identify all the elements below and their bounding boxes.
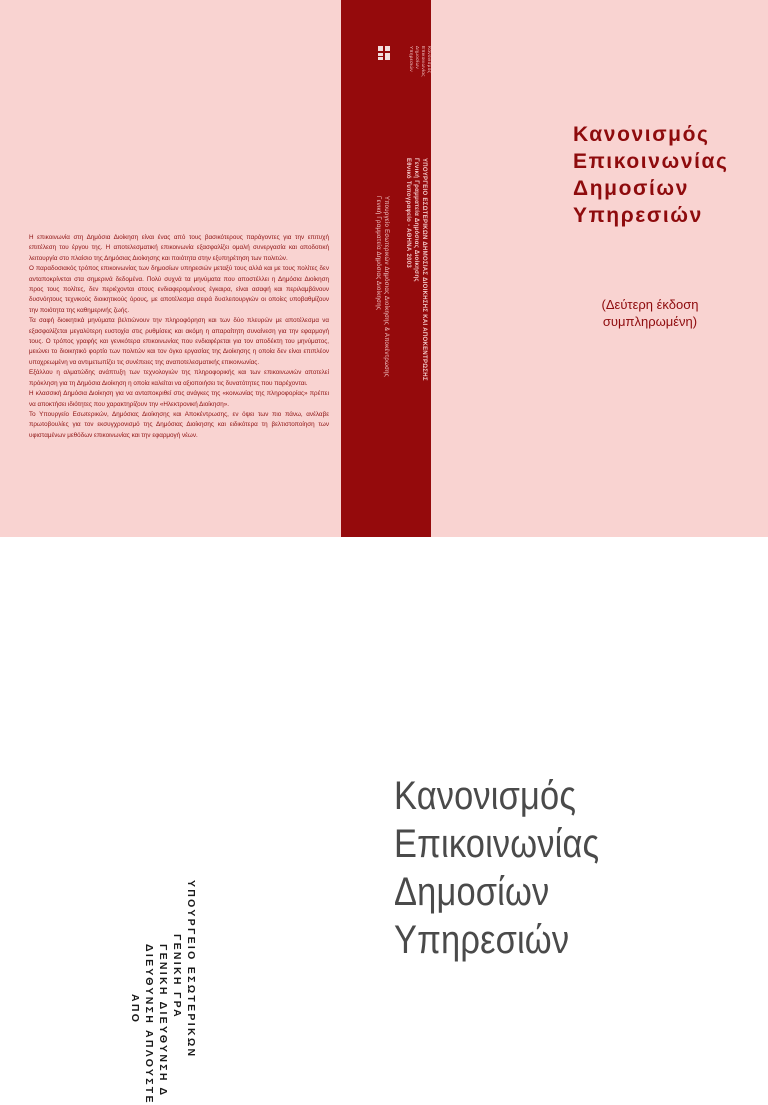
- back-paragraph-3: Τα σαφή διοικητικά μηνύματα βελτιώνουν την πληροφόρηση και των δύο πλευρών με αποτέλεσμα να εξασφαλίζεται μεγαλύτερη ευστοχία στις ρυθμίσεις και ακόμη η απαραίτητη συναίνεση για την εφαρμογή τους. Ο τρόπος γραφής και γενικότερα επικοινωνίας που ενδιαφέρεται για τον αποδέκτη του μηνύματος, μειώνει το διοικητικό φορτίο των πολιτών και τον όγκο εργασίας της Διοίκησης η οποία δεν είναι επιπλέον υποχρεωμένη να αντιμετωπίζει τις συνέπειες της αναποτελεσματικής επικοινωνίας.: [29, 317, 329, 366]
- spine-line-1: ΥΠΟΥΡΓΕΙΟ ΕΣΩΤΕΡΙΚΩΝ ΔΗΜΟΣΙΑΣ ΔΙΟΙΚΗΣΗΣ ΚΑΙ ΑΠΟΚΕΝΤΡΩΣΗΣ: [421, 158, 427, 381]
- cover-title-line-4: Υπηρεσιών: [573, 204, 703, 227]
- cover-title-line-1: Κανονισμός: [573, 123, 710, 146]
- spine-top-line-3: Δημοσίων: [415, 46, 420, 69]
- spine-top-title: [408, 46, 432, 77]
- spine-line-2: Γενική Γραμματεία Δημόσιας Διοίκησης: [413, 158, 419, 282]
- cover-subtitle-line-1: (Δεύτερη έκδοση: [601, 297, 699, 312]
- back-paragraph-1: Η επικοινωνία στη Δημόσια Διοίκηση είναι ένας από τους βασικότερους παράγοντες για την επιτυχή επιτέλεση του έργου της. Η αποτελεσματική επικοινωνία εξασφαλίζει ομαλή συνεργασία και αποδοτική λειτουργία στο πλαίσιο της Δημόσιας Διοίκησης και ποιότητα στην εξυπηρέτηση των πολιτών.: [29, 234, 329, 262]
- inner-spine-line-1: ΥΠΟΥΡΓΕΙΟ ΕΣΩΤΕΡΙΚΩΝ: [185, 880, 197, 1059]
- back-paragraph-5: Η κλασσική Δημόσια Διοίκηση για να ανταποκριθεί στις ανάγκες της «κοινωνίας της πληροφορίας» πρέπει να αποκτήσει ιδιότητες που χαρακτηρίζουν την «Ηλεκτρονική Διοίκηση».: [29, 390, 329, 408]
- spine-line-5: Γενική Γραμματεία Δημόσιας Διοίκησης: [375, 196, 381, 311]
- cover-title-line-2: Επικοινωνίας: [573, 150, 729, 173]
- spine-top-line-1: Κανονισμός: [427, 46, 432, 74]
- spine-publisher: [404, 158, 428, 381]
- inner-spine-line-5: ΑΠΟ: [129, 994, 141, 1025]
- book-cover: [0, 0, 768, 537]
- inner-title-line-2: Επικοινωνίας: [394, 822, 600, 866]
- spine-line-3: Εθνικό Τυπογραφείο - ΑΘΗΝΑ 2003: [405, 158, 411, 269]
- spine-logo-icon: [378, 46, 390, 60]
- inner-title-line-3: Δημοσίων: [394, 870, 550, 914]
- inner-spine-text: [128, 880, 198, 1105]
- inner-title: [394, 772, 599, 964]
- spine-line-4: Υπουργείο Εσωτερικών Δημόσιας Διοίκησης & Αποκέντρωσης: [383, 196, 389, 377]
- back-paragraph-6: Το Υπουργείο Εσωτερικών, Δημόσιας Διοίκησης και Αποκέντρωσης, εν όψει των πιο πάνω, ανέλαβε πρωτοβουλίες για τον εκσυγχρονισμό της Δημόσιας Διοίκησης και ειδικότερα τη βελτιστοποίηση των υφισταμένων μεθόδων επικοινωνίας και την εφαρμογή νέων.: [29, 410, 329, 439]
- inner-title-line-4: Υπηρεσιών: [394, 918, 570, 962]
- spine-top-line-2: Επικοινωνίας: [421, 46, 426, 77]
- back-cover-text: [29, 233, 329, 441]
- cover-subtitle-line-2: συμπληρωμένη): [602, 314, 698, 329]
- inner-spine-line-4: ΔΙΕΥΘΥΝΣΗ ΑΠΛΟΥΣΤΕ: [143, 944, 155, 1105]
- cover-title: [573, 121, 729, 229]
- inner-title-line-1: Κανονισμός: [394, 774, 577, 818]
- front-cover: [431, 0, 768, 537]
- inner-spine-line-3: ΓΕΝΙΚΗ ΔΙΕΥΘΥΝΣΗ Δ: [157, 944, 169, 1098]
- inner-spine-line-2: ΓΕΝΙΚΗ ΓΡΑ: [171, 934, 183, 1020]
- back-paragraph-2: Ο παραδοσιακός τρόπος επικοινωνίας των δημοσίων υπηρεσιών μεταξύ τους αλλά και με τους πολίτες δεν ανταποκρίνεται στα σημερινά δεδομένα. Πολύ συχνά τα μηνύματα που αποστέλλει η Δημόσια Διοίκηση προς τους πολίτες, δεν περιέχονται στους ενδιαφερομένους έγκαιρα, είναι ασαφή και περιλαμβάνουν δυσνόητους τεχνικούς διοικητικούς όρους, με αποτέλεσμα σειρά δυσλειτουργιών οι οποίες υποβαθμίζουν την ποιότητα της καθημερινής ζωής.: [29, 265, 329, 314]
- back-paragraph-4: Εξάλλου η αλματώδης ανάπτυξη των τεχνολογιών της πληροφορικής και των επικοινωνιών αποτελεί πρόκληση για τη Δημόσια Διοίκηση η οποία καλείται να αξιοποιήσει τις δυνατότητες που παρέχονται.: [29, 369, 329, 387]
- spine-top-line-4: Υπηρεσιών: [409, 46, 414, 72]
- cover-subtitle: [575, 296, 725, 330]
- spine-ministry: [374, 196, 390, 377]
- inner-title-page: [0, 537, 768, 1024]
- back-cover: [3, 0, 341, 537]
- cover-title-line-3: Δημοσίων: [573, 177, 690, 200]
